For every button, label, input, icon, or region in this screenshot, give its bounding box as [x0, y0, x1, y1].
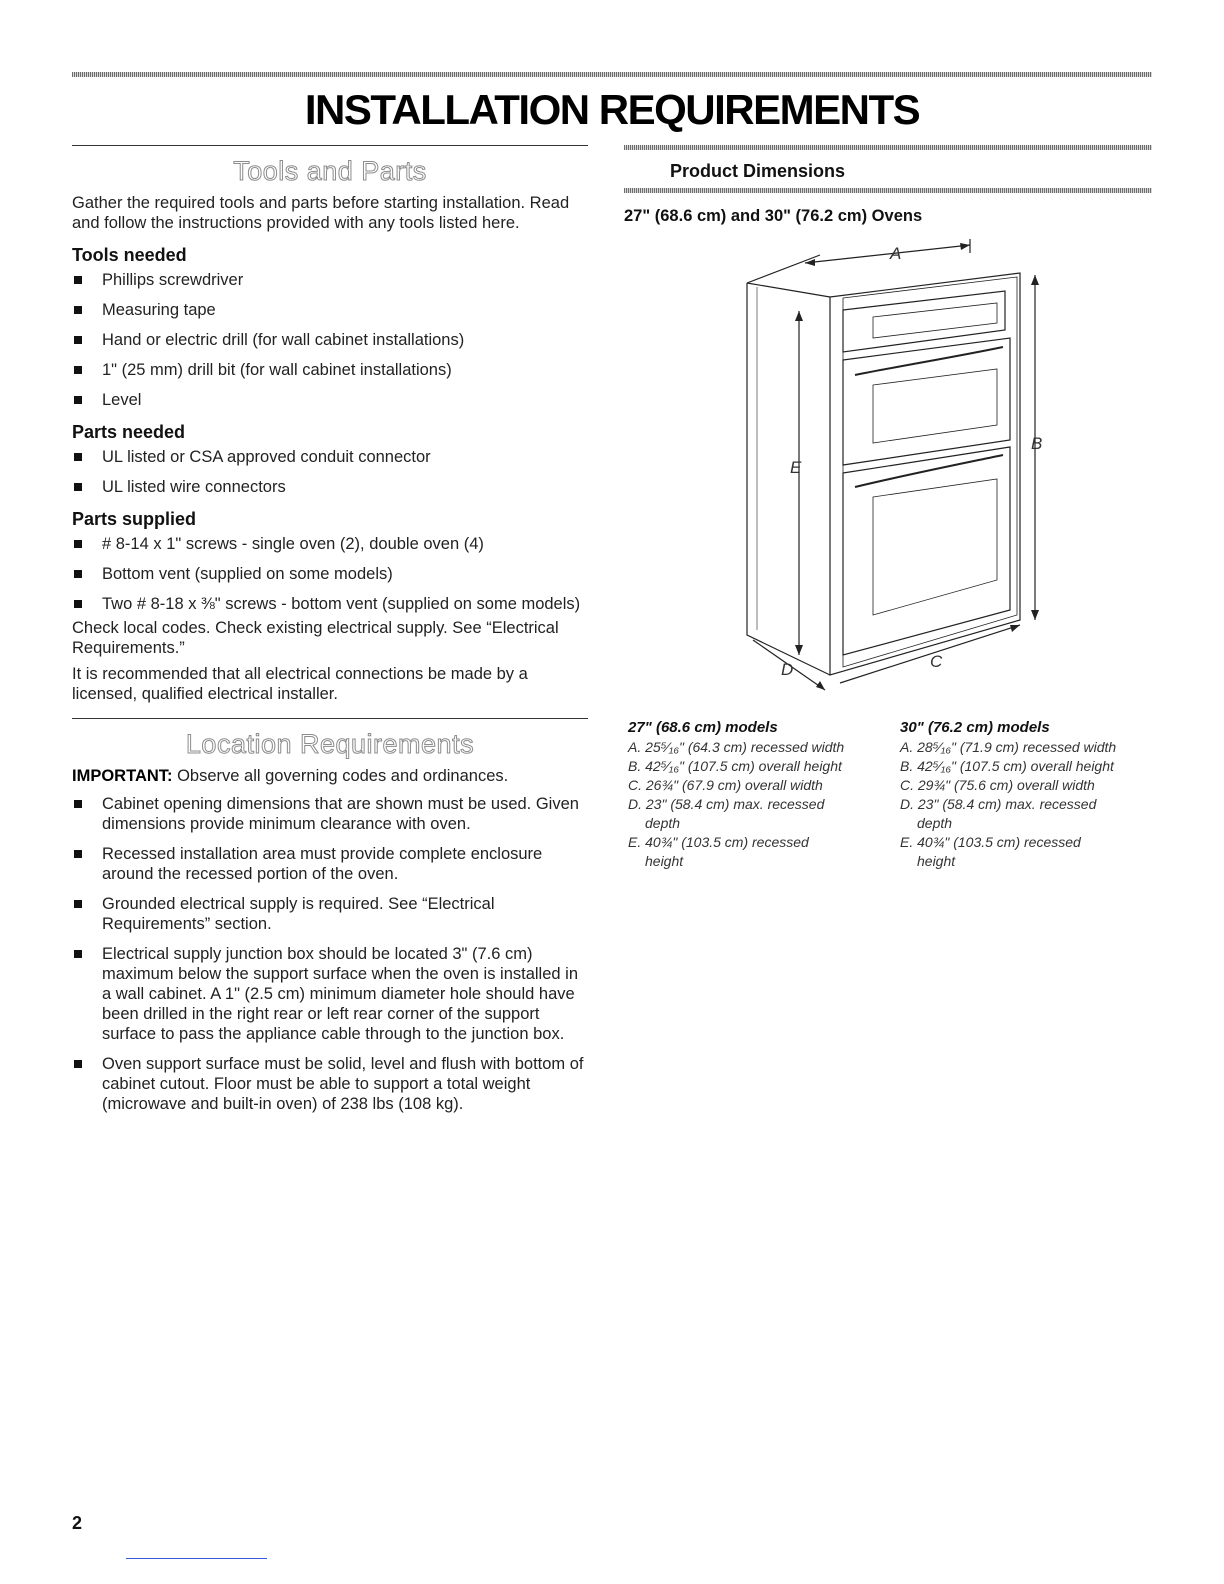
label-a: A	[890, 244, 902, 263]
tools-and-parts-heading: Tools and Parts	[233, 156, 427, 186]
section-divider	[72, 145, 588, 146]
list-item: UL listed wire connectors	[72, 477, 588, 497]
bullet-square-icon	[74, 396, 82, 404]
bullet-square-icon	[74, 306, 82, 314]
spec-line: C. 29¾" (75.6 cm) overall width	[900, 777, 1095, 793]
recommendation-paragraph: It is recommended that all electrical connections be made by a licensed, qualified electrical installer.	[72, 665, 528, 703]
list-item: UL listed or CSA approved conduit connector	[72, 447, 588, 467]
tools-intro-paragraph: Gather the required tools and parts before starting installation. Read and follow the instructions provided with any tools listed here.	[72, 194, 570, 232]
check-codes-paragraph: Check local codes. Check existing electrical supply. See “Electrical Requirements.”	[72, 619, 559, 657]
bullet-square-icon	[74, 1060, 82, 1068]
specs-30-inch	[900, 719, 1150, 871]
footer-divider	[126, 1558, 267, 1559]
control-panel	[843, 291, 1005, 352]
section-divider	[72, 718, 588, 719]
label-e: E	[790, 458, 802, 477]
specs-27-title: 27" (68.6 cm) models	[628, 719, 778, 736]
cabinet-side-wall	[747, 283, 830, 675]
tools-needed-title: Tools needed	[72, 245, 187, 265]
bullet-square-icon	[74, 950, 82, 958]
spec-line: C. 26¾" (67.9 cm) overall width	[628, 777, 823, 793]
dotted-rule	[624, 188, 1152, 193]
left-column	[72, 145, 588, 1124]
spec-line: D. 23" (58.4 cm) max. recessed depth	[628, 796, 825, 831]
product-dimensions-heading: Product Dimensions	[670, 161, 846, 181]
parts-supplied-title: Parts supplied	[72, 509, 197, 529]
bullet-square-icon	[74, 570, 82, 578]
bullet-square-icon	[74, 453, 82, 461]
right-column	[624, 145, 1152, 226]
list-item: Cabinet opening dimensions that are shown must be used. Given dimensions provide minimum clearance with oven.	[72, 794, 588, 834]
bullet-square-icon	[74, 800, 82, 808]
list-item: Hand or electric drill (for wall cabinet installations)	[72, 330, 588, 350]
upper-door	[843, 338, 1010, 465]
tools-needed-list	[72, 270, 588, 410]
specs-30-title: 30" (76.2 cm) models	[900, 719, 1050, 736]
location-requirements-heading: Location Requirements	[185, 729, 475, 759]
bullet-square-icon	[74, 336, 82, 344]
dotted-rule	[624, 145, 1152, 150]
cabinet-top-edge	[747, 255, 820, 283]
spec-line: D. 23" (58.4 cm) max. recessed depth	[900, 796, 1097, 831]
bullet-square-icon	[74, 366, 82, 374]
list-item: Oven support surface must be solid, level and flush with bottom of cabinet cutout. Floor must be able to support a total weight (microwave and built-in oven) of 238 lbs (108 kg).	[72, 1054, 588, 1114]
list-item: Recessed installation area must provide complete enclosure around the recessed portion of the oven.	[72, 844, 588, 884]
location-requirements-list	[72, 794, 588, 1114]
list-item: Level	[72, 390, 588, 410]
list-item: 1" (25 mm) drill bit (for wall cabinet installations)	[72, 360, 588, 380]
bullet-square-icon	[74, 483, 82, 491]
bullet-square-icon	[74, 900, 82, 908]
page-number: 2	[72, 1513, 83, 1533]
list-item: Electrical supply junction box should be located 3" (7.6 cm) maximum below the support surface when the oven is installed in a wall cabinet. A 1" (2.5 cm) minimum diameter hole should have been drilled in the right rear or left rear corner of the support surface to pass the appliance cable through to the junction box.	[72, 944, 588, 1044]
spec-line: E. 40¾" (103.5 cm) recessed height	[900, 834, 1081, 869]
list-item: Bottom vent (supplied on some models)	[72, 564, 588, 584]
list-item: Phillips screwdriver	[72, 270, 588, 290]
ovens-subheading: 27" (68.6 cm) and 30" (76.2 cm) Ovens	[624, 207, 923, 225]
oven-dimensions-diagram	[735, 235, 1065, 710]
page-title: INSTALLATION REQUIREMENTS	[304, 86, 920, 133]
important-note: IMPORTANT: Observe all governing codes and ordinances.	[72, 767, 509, 785]
bullet-square-icon	[74, 540, 82, 548]
specs-27-inch	[628, 719, 878, 871]
label-c: C	[930, 652, 943, 671]
bullet-square-icon	[74, 600, 82, 608]
list-item: Measuring tape	[72, 300, 588, 320]
bullet-square-icon	[74, 850, 82, 858]
bullet-square-icon	[74, 276, 82, 284]
label-b: B	[1031, 434, 1043, 453]
parts-needed-list	[72, 447, 588, 497]
spec-line: B. 42⁵⁄₁₆" (107.5 cm) overall height	[900, 758, 1114, 774]
parts-supplied-list	[72, 534, 588, 614]
spec-line: B. 42⁵⁄₁₆" (107.5 cm) overall height	[628, 758, 842, 774]
top-dotted-rule	[72, 72, 1152, 77]
parts-needed-title: Parts needed	[72, 422, 186, 442]
list-item: Grounded electrical supply is required. See “Electrical Requirements” section.	[72, 894, 588, 934]
lower-door	[843, 447, 1010, 655]
dimension-a-line	[805, 245, 970, 263]
spec-line: E. 40¾" (103.5 cm) recessed height	[628, 834, 809, 869]
spec-line: A. 28⁵⁄₁₆" (71.9 cm) recessed width	[900, 739, 1117, 755]
list-item: Two # 8-18 x ⅜" screws - bottom vent (supplied on some models)	[72, 594, 588, 614]
label-d: D	[781, 660, 794, 679]
arrowheads	[795, 243, 1039, 690]
spec-line: A. 25⁵⁄₁₆" (64.3 cm) recessed width	[628, 739, 845, 755]
list-item: # 8-14 x 1" screws - single oven (2), double oven (4)	[72, 534, 588, 554]
